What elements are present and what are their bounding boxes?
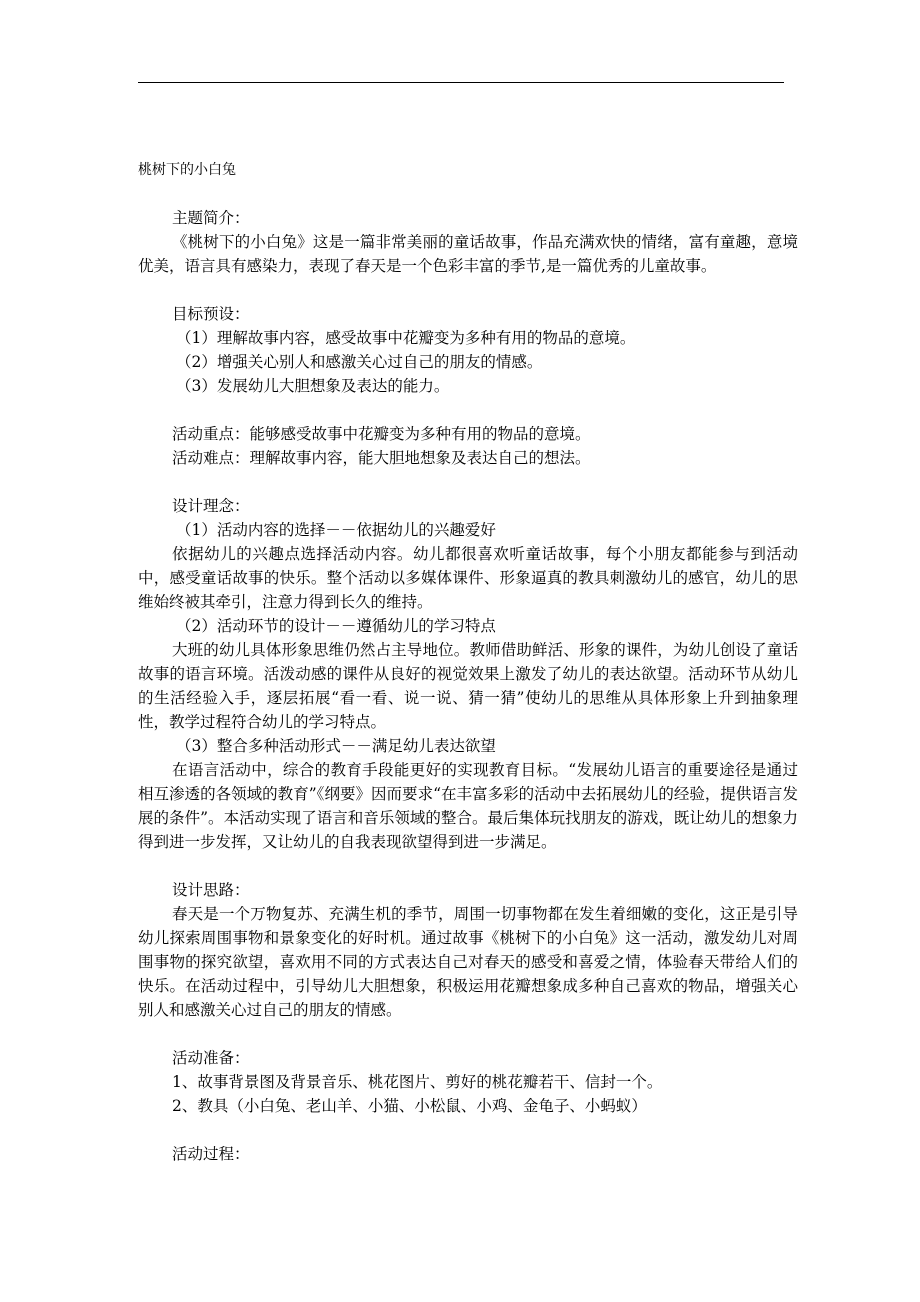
design-idea-heading: 设计思路： bbox=[172, 881, 250, 899]
intro-heading: 主题简介： bbox=[172, 209, 250, 227]
document-body bbox=[138, 158, 798, 1166]
concept-subheading: （1）活动内容的选择－－依据幼儿的兴趣爱好 bbox=[176, 521, 496, 539]
concept-paragraph: 大班的幼儿具体形象思维仍然占主导地位。教师借助鲜活、形象的课件，为幼儿创设了童话故事的语言环境。活泼动感的课件从良好的视觉效果上激发了幼儿的表达欲望。活动环节从幼儿的生活经验入手，逐层拓展“看一看、说一说、猜一猜”使幼儿的思维从具体形象上升到抽象理性，教学过程符合幼儿的学习特点。 bbox=[138, 641, 798, 731]
intro-paragraph: 《桃树下的小白兔》这是一篇非常美丽的童话故事，作品充满欢快的情绪，富有童趣，意境优美，语言具有感染力，表现了春天是一个色彩丰富的季节,是一篇优秀的儿童故事。 bbox=[138, 233, 798, 275]
design-concept-heading: 设计理念： bbox=[172, 497, 250, 515]
concept-subheading: （3）整合多种活动形式－－满足幼儿表达欲望 bbox=[176, 737, 496, 755]
key-point: 活动重点：能够感受故事中花瓣变为多种有用的物品的意境。 bbox=[172, 425, 591, 443]
goal-item: （2）增强关心别人和感激关心过自己的朋友的情感。 bbox=[176, 353, 543, 371]
preparation-heading: 活动准备： bbox=[172, 1049, 250, 1067]
goal-item: （1）理解故事内容，感受故事中花瓣变为多种有用的物品的意境。 bbox=[176, 329, 636, 347]
header-rule bbox=[138, 82, 784, 83]
goals-heading: 目标预设： bbox=[172, 305, 250, 323]
goal-item: （3）发展幼儿大胆想象及表达的能力。 bbox=[176, 377, 450, 395]
concept-subheading: （2）活动环节的设计－－遵循幼儿的学习特点 bbox=[176, 617, 496, 635]
concept-paragraph: 依据幼儿的兴趣点选择活动内容。幼儿都很喜欢听童话故事，每个小朋友都能参与到活动中，感受童话故事的快乐。整个活动以多媒体课件、形象逼真的教具刺激幼儿的感官，幼儿的思维始终被其牵引，注意力得到长久的维持。 bbox=[138, 545, 798, 611]
preparation-item: 1、故事背景图及背景音乐、桃花图片、剪好的桃花瓣若干、信封一个。 bbox=[172, 1073, 663, 1091]
difficulty-point: 活动难点：理解故事内容，能大胆地想象及表达自己的想法。 bbox=[172, 449, 591, 467]
design-idea-paragraph: 春天是一个万物复苏、充满生机的季节，周围一切事物都在发生着细嫩的变化，这正是引导幼儿探索周围事物和景象变化的好时机。通过故事《桃树下的小白兔》这一活动，激发幼儿对周围事物的探究欲望，喜欢用不同的方式表达自己对春天的感受和喜爱之情，体验春天带给人们的快乐。在活动过程中，引导幼儿大胆想象，积极运用花瓣想象成多种自己喜欢的物品，增强关心别人和感激关心过自己的朋友的情感。 bbox=[138, 905, 798, 1019]
process-heading: 活动过程： bbox=[172, 1145, 250, 1163]
concept-paragraph: 在语言活动中，综合的教育手段能更好的实现教育目标。“发展幼儿语言的重要途径是通过相互渗透的各领域的教育”《纲要》因而要求“在丰富多彩的活动中去拓展幼儿的经验，提供语言发展的条件”。本活动实现了语言和音乐领域的整合。最后集体玩找朋友的游戏，既让幼儿的想象力得到进一步发挥，又让幼儿的自我表现欲望得到进一步满足。 bbox=[138, 761, 798, 851]
document-title: 桃树下的小白兔 bbox=[138, 162, 236, 178]
preparation-item: 2、教具（小白兔、老山羊、小猫、小松鼠、小鸡、金龟子、小蚂蚁） bbox=[172, 1097, 647, 1115]
